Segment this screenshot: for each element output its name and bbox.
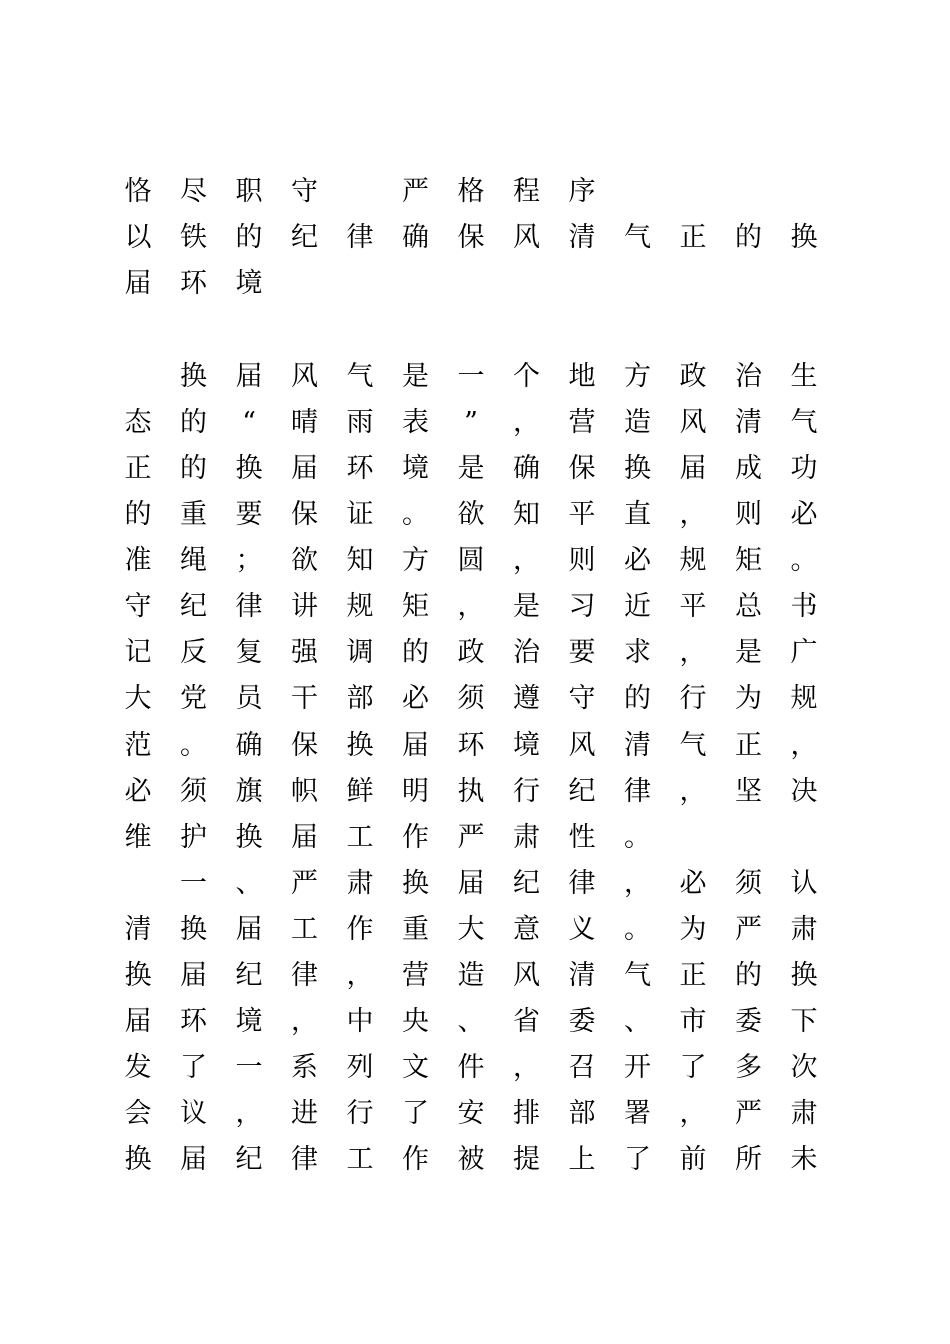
body-line: 清 换 届 工 作 重 大 意 义 。 为 严 肃 <box>124 914 818 945</box>
title-line-1: 恪 尽 职 守 严 格 程 序 <box>124 176 596 207</box>
body-line: 范 。 确 保 换 届 环 境 风 清 气 正 ， <box>124 730 818 761</box>
body-line: 发 了 一 系 列 文 件 ， 召 开 了 多 次 <box>124 1052 818 1083</box>
title-line-2: 以 铁 的 纪 律 确 保 风 清 气 正 的 换 <box>124 222 818 253</box>
body-line: 一 、 严 肃 换 届 纪 律 ， 必 须 认 <box>180 868 818 899</box>
body-line: 态 的 “ 晴 雨 表 ” ， 营 造 风 清 气 <box>124 407 818 438</box>
body-line: 届 环 境 ， 中 央 、 省 委 、 市 委 下 <box>124 1006 818 1037</box>
body-line: 记 反 复 强 调 的 政 治 要 求 ， 是 广 <box>124 637 818 668</box>
body-line: 的 重 要 保 证 。 欲 知 平 直 ， 则 必 <box>124 499 818 530</box>
body-line: 守 纪 律 讲 规 矩 ， 是 习 近 平 总 书 <box>124 591 818 622</box>
body-line: 维 护 换 届 工 作 严 肃 性 。 <box>124 822 651 853</box>
body-line: 大 党 员 干 部 必 须 遵 守 的 行 为 规 <box>124 683 818 714</box>
body-line: 换 届 纪 律 工 作 被 提 上 了 前 所 未 <box>124 1144 818 1175</box>
body-line: 必 须 旗 帜 鲜 明 执 行 纪 律 ， 坚 决 <box>124 776 818 807</box>
body-line: 换 届 纪 律 ， 营 造 风 清 气 正 的 换 <box>124 960 818 991</box>
body-line: 正 的 换 届 环 境 是 确 保 换 届 成 功 <box>124 453 818 484</box>
title-line-3: 届 环 境 <box>124 268 263 299</box>
body-line: 会 议 ， 进 行 了 安 排 部 署 ， 严 肃 <box>124 1098 818 1129</box>
body-line: 准 绳 ； 欲 知 方 圆 ， 则 必 规 矩 。 <box>124 545 818 576</box>
body-line: 换 届 风 气 是 一 个 地 方 政 治 生 <box>180 361 818 392</box>
